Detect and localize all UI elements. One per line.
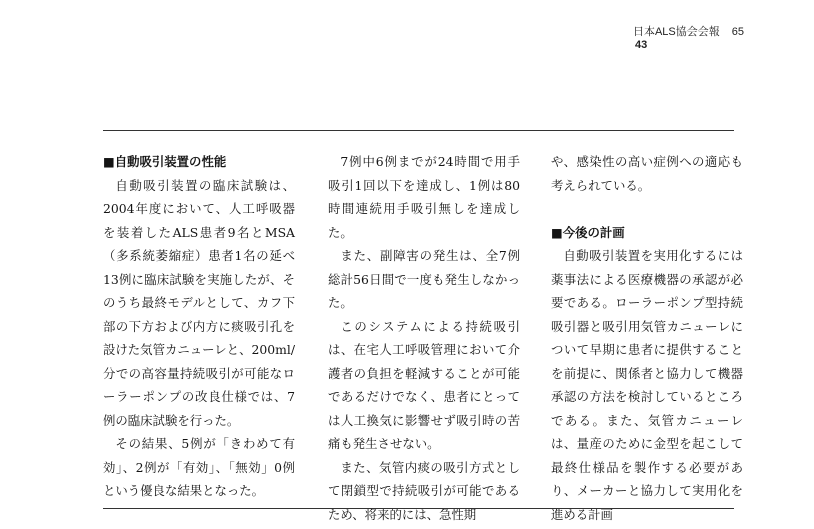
section-heading-future-plan: ■今後の計画: [551, 224, 625, 240]
paragraph: このシステムによる持続吸引は、在宅人工呼吸管理において介護者の負担を軽減することが可能であるだけでなく、患者にとっては人工換気に影響せず吸引時の苦痛も発生させない。: [328, 318, 520, 451]
column-2: [328, 150, 520, 526]
paragraph: 7例中6例までが24時間で用手吸引1回以下を達成し、1例は80時間連続用手吸引無しを達成した。: [328, 154, 520, 240]
header-line: [633, 26, 744, 39]
column-3: [551, 150, 743, 526]
column-1: [103, 150, 295, 503]
paragraph: また、気管内痰の吸引方式として閉鎖型で持続吸引が可能であるため、将来的には、急性期: [328, 459, 520, 522]
paragraph: また、副障害の発生は、全7例総計56日間で一度も発生しなかった。: [328, 248, 520, 310]
running-header: [633, 26, 744, 52]
bottom-rule: [103, 508, 734, 509]
top-rule: [103, 130, 734, 131]
paragraph: 自動吸引装置の臨床試験は、2004年度において、人工呼吸器を装着したALS患者9名とMSA（多系統萎縮症）患者1名の延べ13例に臨床試験を実施したが、そのうち最終モデルとして、カフ下部の下方および内方に痰吸引孔を設けた気管カニューレと、200ml/分での高容量持続吸引が可能なローラーポンプの改良仕様では、7例の臨床試験を行った。: [103, 177, 295, 428]
paragraph: や、感染性の高い症例への適応も考えられている。: [551, 154, 743, 193]
section-heading-performance: ■自動吸引装置の性能: [103, 154, 227, 169]
paragraph: その結果、5例が「きわめて有効」、2例が「有効」、「無効」0例という優良な結果となった。: [103, 436, 295, 498]
paragraph: 自動吸引装置を実用化するには薬事法による医療機器の承認が必要である。ローラーポンプ型持続吸引器と吸引用気管カニューレについて早期に患者に提供することを前提に、関係者と協力して機器承認の方法を検討しているところである。また、気管カニューレは、量産のために金型を起こして最終仕様品を製作する必要があり、メーカーと協力して実用化を進める計画: [551, 248, 743, 522]
issue-number: 43: [634, 39, 648, 51]
journal-title: 日本ALS協会会報: [632, 26, 720, 38]
page-number: 65: [731, 26, 744, 38]
spacer: [551, 197, 743, 221]
